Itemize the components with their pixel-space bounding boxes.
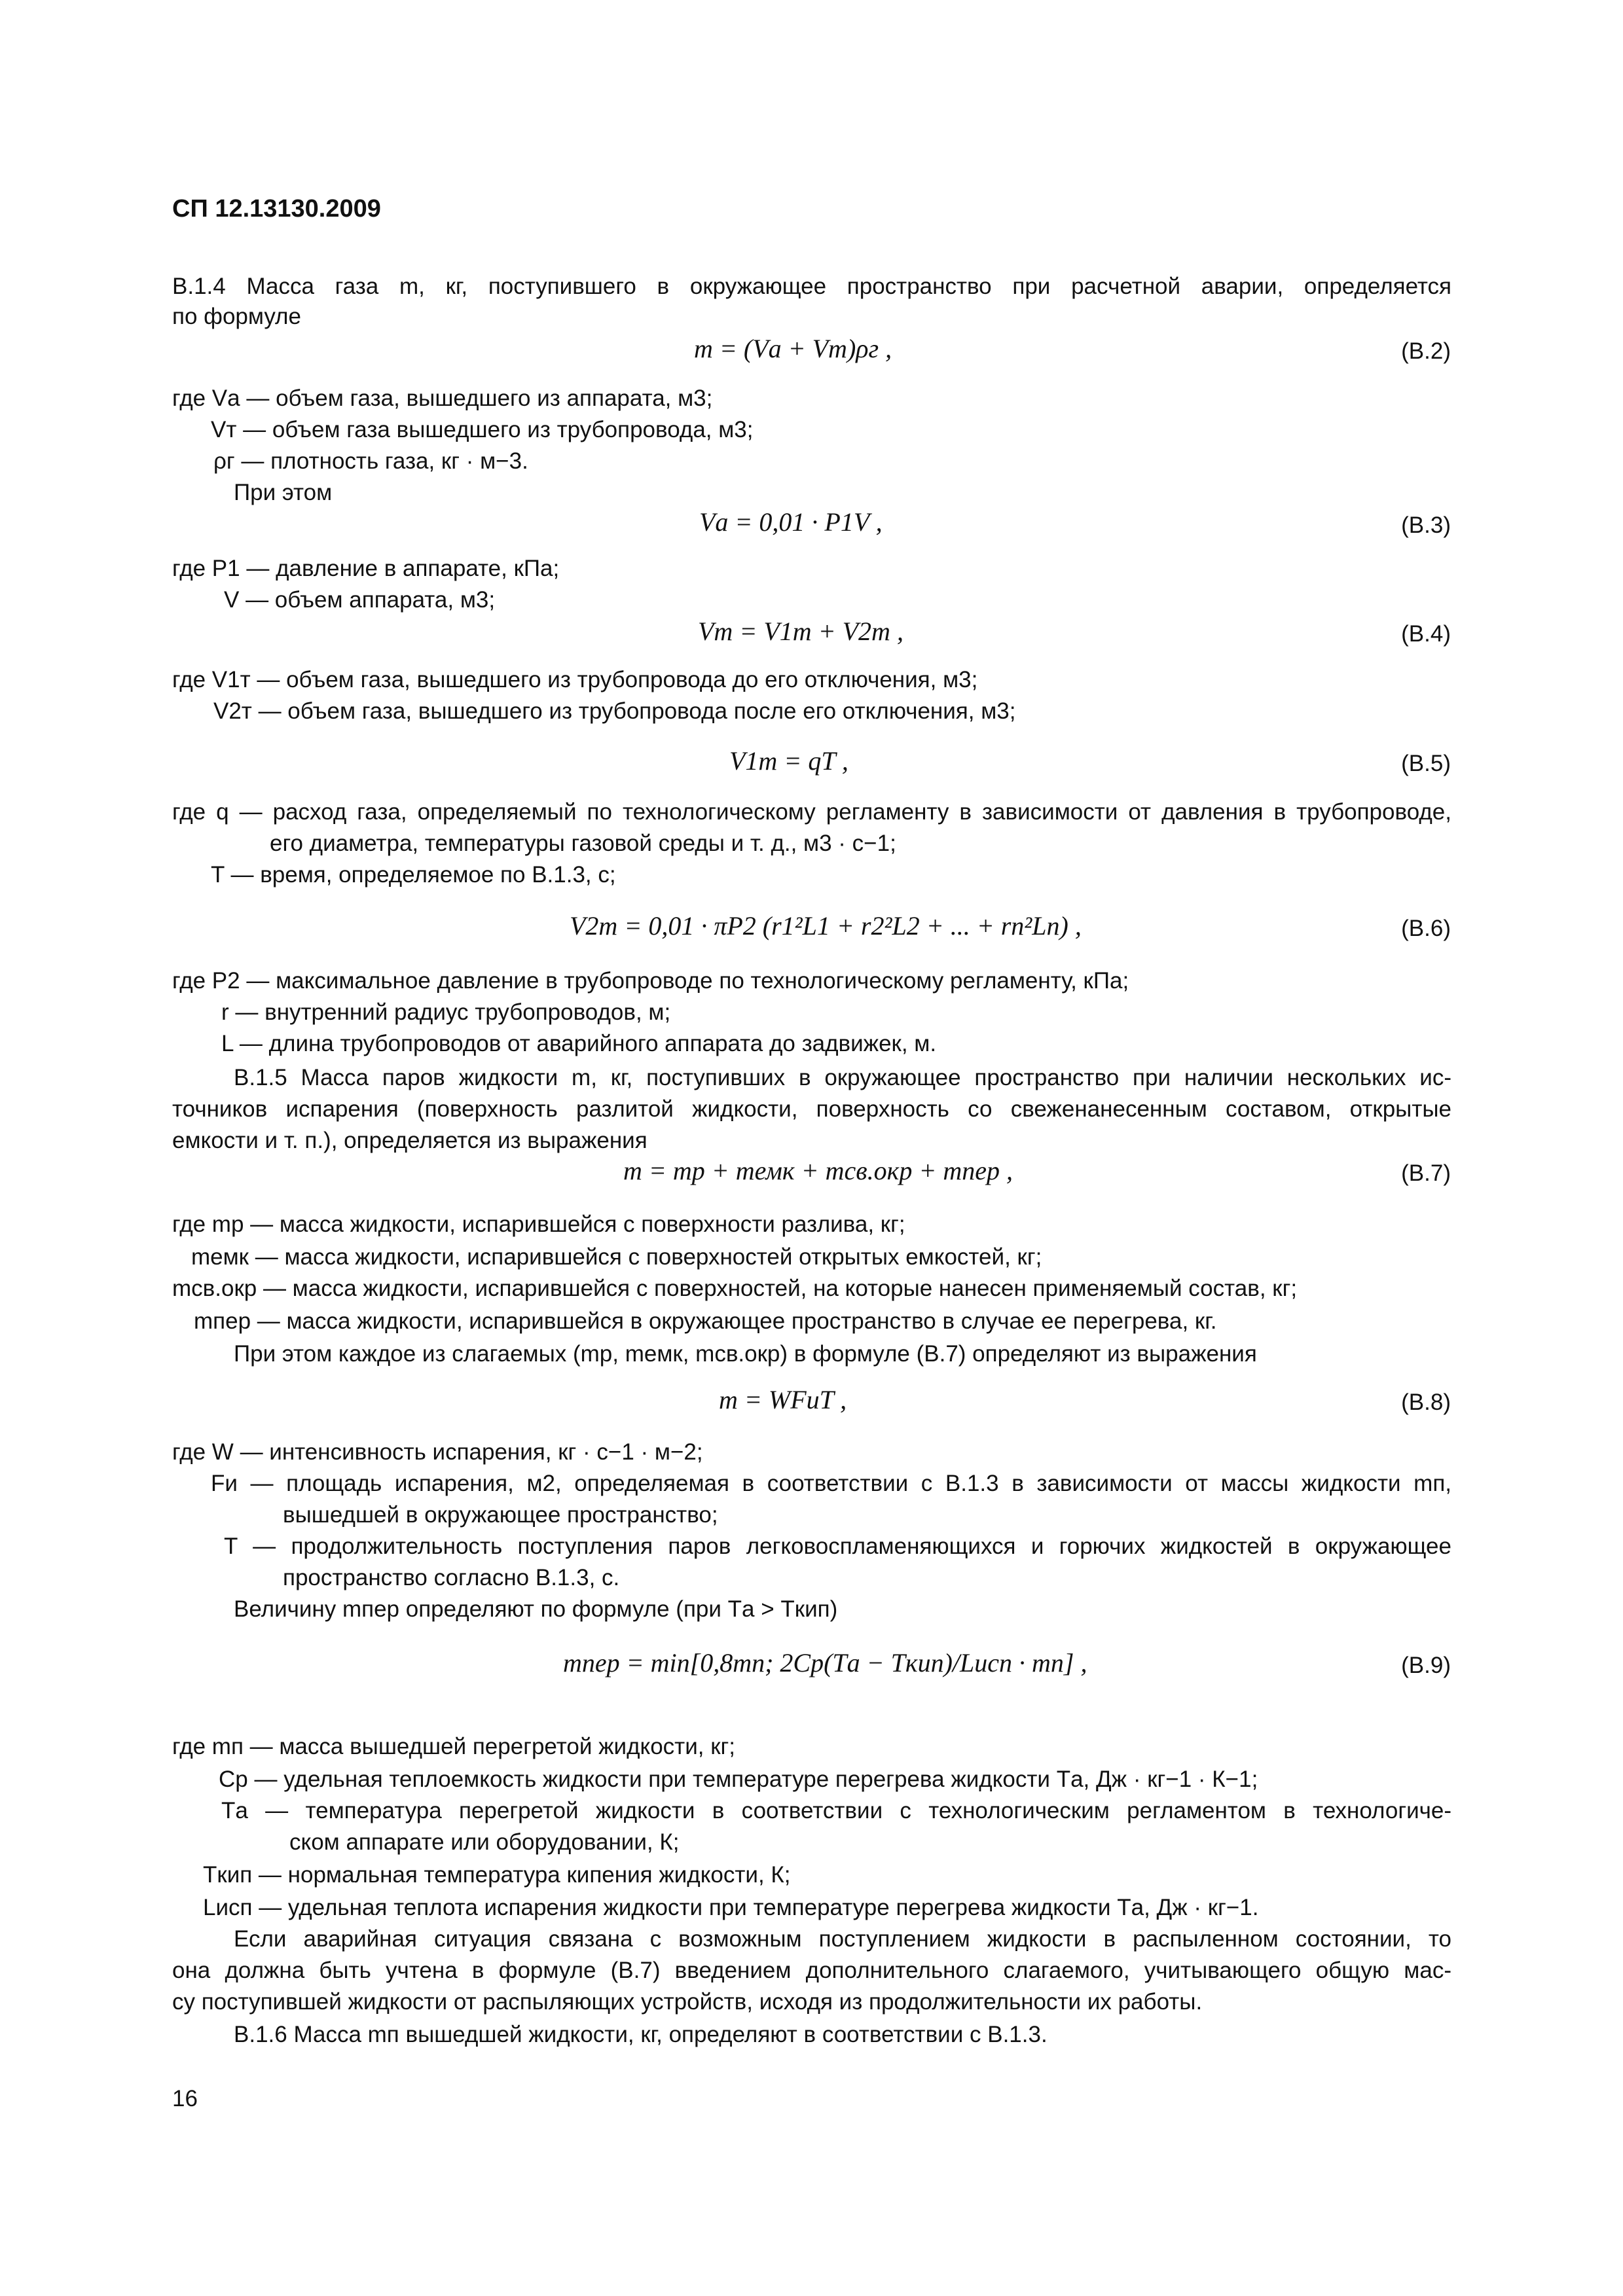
formula-b4: Vт = V1т + V2т , [698, 617, 903, 646]
def-tkip: Tкип — нормальная температура кипения жидкости, К; [203, 1862, 791, 1888]
paragraph-b14-line1: В.1.4 Масса газа m, кг, поступившего в окружающее пространство при расчетной аварии, определяется [172, 274, 1451, 299]
def-mper: mпер — масса жидкости, испарившейся в окружающее пространство в случае ее перегрева, кг. [194, 1308, 1217, 1334]
def-t2-line2: пространство согласно В.1.3, с. [283, 1565, 620, 1590]
def-vt: Vт — объем газа вышедшего из трубопровода, м3; [211, 417, 754, 442]
page-number: 16 [172, 2086, 198, 2111]
text-pri-etom: При этом [234, 480, 333, 505]
def-l: L — длина трубопроводов от аварийного аппарата до задвижек, м. [221, 1031, 937, 1056]
equation-number-b4: (В.4) [1401, 621, 1451, 647]
def-msv: mсв.окр — масса жидкости, испарившейся с поверхностей, на которые нанесен применяемый состав, кг; [172, 1276, 1298, 1301]
equation-number-b5: (В.5) [1401, 751, 1451, 776]
def-memk: mемк — масса жидкости, испарившейся с поверхностей открытых емкостей, кг; [191, 1244, 1042, 1270]
text-velichinu: Величину mпер определяют по формуле (при Tа > Tкип) [234, 1596, 838, 1622]
paragraph-b15-line2: точников испарения (поверхность разлитой жидкости, поверхность со свеженанесенным составом, открытые [172, 1096, 1451, 1122]
paragraph-b14-line2: по формуле [172, 304, 301, 329]
formula-b7: m = mр + mемк + mсв.окр + mпер , [623, 1156, 1013, 1185]
formula-b3: Vа = 0,01 · P1V , [699, 507, 883, 537]
def-p2: где P2 — максимальное давление в трубопроводе по технологическому регламенту, кПа; [172, 968, 1129, 994]
def-v2t: V2т — объем газа, вышедшего из трубопровода после его отключения, м3; [213, 698, 1016, 724]
def-va: где Vа — объем газа, вышедшего из аппарата, м3; [172, 386, 713, 411]
paragraph-esli-line1: Если аварийная ситуация связана с возможным поступлением жидкости в распыленном состоянии, то [234, 1926, 1451, 1952]
formula-b2-text: m = (Vа + Vт)ρг , [694, 334, 892, 363]
def-q-line2: его диаметра, температуры газовой среды и т. д., м3 · с−1; [270, 831, 896, 856]
formula-b9: mпер = min[0,8mп; 2Cp(Tа − Tкип)/Lисп · mп] , [563, 1648, 1087, 1677]
def-lisp: Lисп — удельная теплота испарения жидкости при температуре перегрева жидкости Tа, Дж · кг−1. [203, 1895, 1259, 1920]
paragraph-b15-line3: емкости и т. п.), определяется из выражения [172, 1128, 647, 1153]
def-r: r — внутренний радиус трубопроводов, м; [221, 999, 671, 1025]
def-v: V — объем аппарата, м3; [224, 587, 496, 613]
def-p1: где P1 — давление в аппарате, кПа; [172, 556, 560, 581]
formula-b2 [694, 334, 892, 364]
formula-b6: V2т = 0,01 · πP2 (r1²L1 + r2²L2 + ... + rn²Ln) , [570, 911, 1082, 941]
paragraph-esli-line3: су поступившей жидкости от распыляющих устройств, исходя из продолжительности их работы. [172, 1989, 1203, 2015]
text-pri-etom-2: При этом каждое из слагаемых (mр, mемк, mсв.окр) в формуле (В.7) определяют из выражения [234, 1341, 1257, 1367]
equation-number-b9: (В.9) [1401, 1653, 1451, 1678]
equation-number-b8: (В.8) [1401, 1390, 1451, 1415]
equation-number-b7: (В.7) [1401, 1160, 1451, 1186]
document-header: СП 12.13130.2009 [172, 195, 381, 223]
def-q-line1: где q — расход газа, определяемый по технологическому регламенту в зависимости от давления в трубопроводе, [172, 799, 1451, 825]
def-t2-line1: T — продолжительность поступления паров легковоспламеняющихся и горючих жидкостей в окружающее [224, 1534, 1451, 1559]
def-mp: где mп — масса вышедшей перегретой жидкости, кг; [172, 1734, 735, 1759]
equation-number-b2: (В.2) [1401, 338, 1451, 364]
def-ta-line1: Tа — температура перегретой жидкости в соответствии с технологическим регламентом в технологиче- [221, 1798, 1451, 1823]
def-mr: где mр — масса жидкости, испарившейся с поверхности разлива, кг; [172, 1211, 905, 1237]
def-cp: Cp — удельная теплоемкость жидкости при температуре перегрева жидкости Tа, Дж · кг−1 · К−1; [219, 1767, 1258, 1792]
def-rho: ρг — плотность газа, кг · м−3. [213, 448, 528, 474]
paragraph-b16: В.1.6 Масса mп вышедшей жидкости, кг, определяют в соответствии с В.1.3. [234, 2022, 1048, 2047]
equation-number-b6: (В.6) [1401, 916, 1451, 941]
formula-b5: V1т = qT , [729, 746, 848, 776]
formula-b8: m = WFиT , [719, 1385, 847, 1414]
paragraph-esli-line2: она должна быть учтена в формуле (В.7) введением дополнительного слагаемого, учитывающего общую мас- [172, 1958, 1451, 1983]
def-v1t: где V1т — объем газа, вышедшего из трубопровода до его отключения, м3; [172, 667, 978, 692]
equation-number-b3: (В.3) [1401, 512, 1451, 538]
def-ta-line2: ском аппарате или оборудовании, К; [289, 1829, 680, 1855]
def-fi-line1: Fи — площадь испарения, м2, определяемая в соответствии с В.1.3 в зависимости от массы жидкости mп, [211, 1471, 1451, 1496]
def-fi-line2: вышедшей в окружающее пространство; [283, 1502, 718, 1528]
def-w: где W — интенсивность испарения, кг · с−1 · м−2; [172, 1439, 703, 1465]
paragraph-b15-line1: В.1.5 Масса паров жидкости m, кг, поступивших в окружающее пространство при наличии нескольких ис- [234, 1065, 1451, 1090]
def-t: T — время, определяемое по В.1.3, с; [211, 862, 616, 888]
